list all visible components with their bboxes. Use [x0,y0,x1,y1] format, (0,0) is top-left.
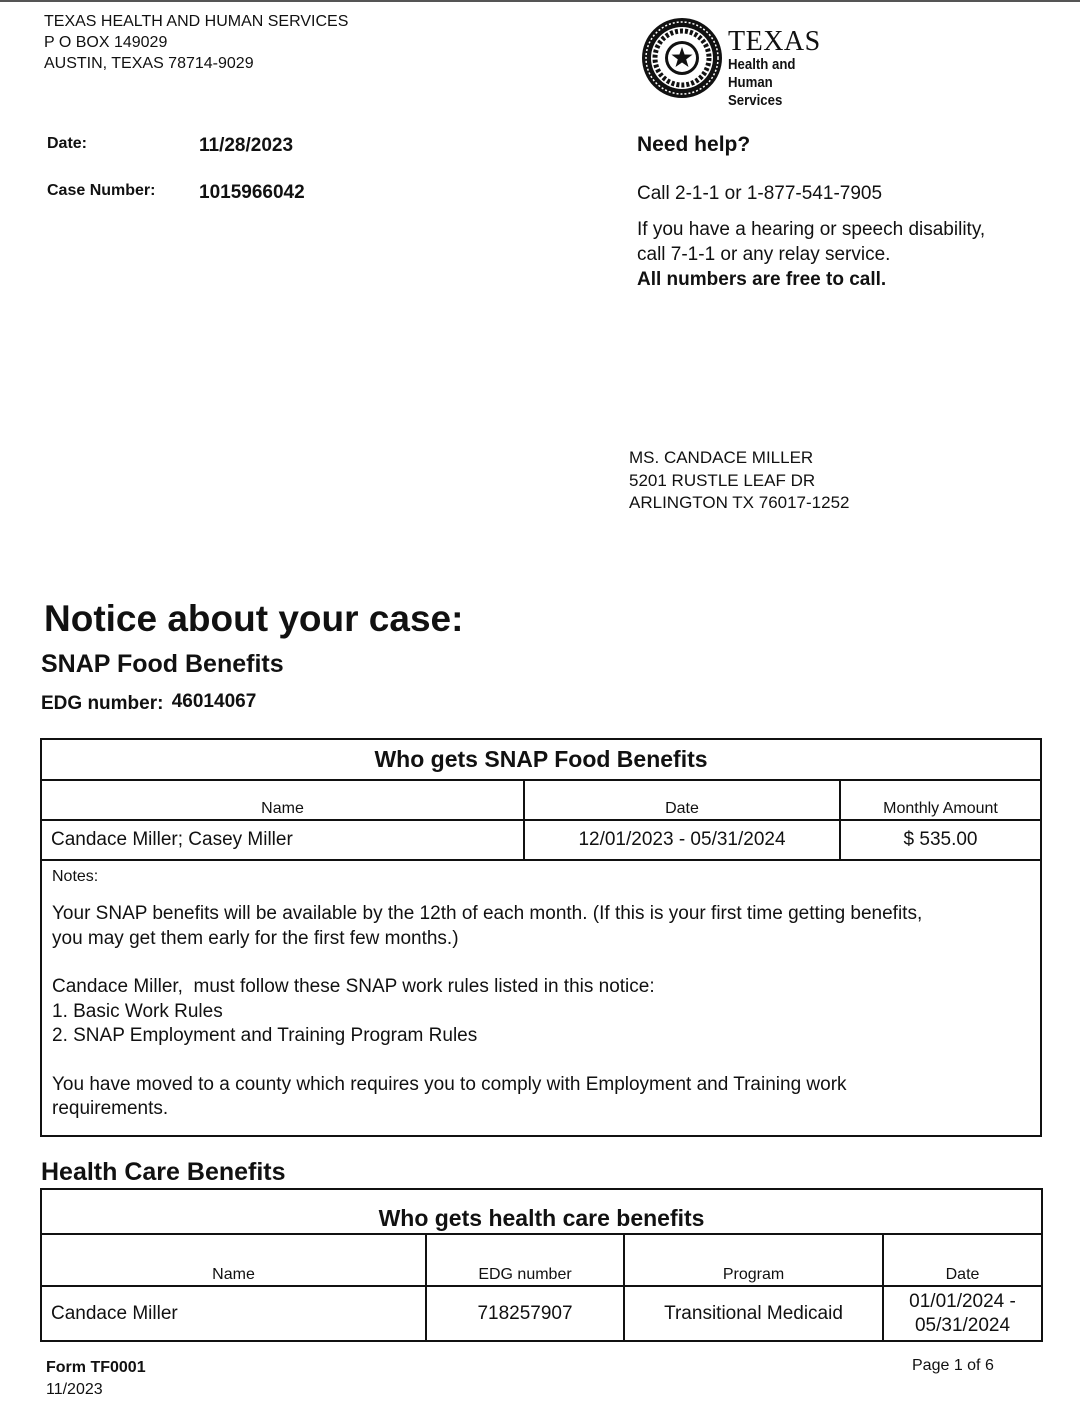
notice-title: Notice about your case: [44,598,464,639]
notes-p2-line-3: 2. SNAP Employment and Training Program Rules [52,1025,478,1046]
date-value: 11/28/2023 [199,135,294,156]
notes-p3-line-2: requirements. [52,1098,169,1119]
notes-label: Notes: [52,868,99,885]
notes-paragraph-2 [52,975,1030,1049]
case-number-label: Case Number: [47,182,156,199]
notes-p1-line-1: Your SNAP benefits will be available by the 12th of each month. (If this is your first time getting benefits, [52,903,923,924]
snap-heading: SNAP Food Benefits [41,650,284,678]
health-date-end: 05/31/2024 [914,1314,1011,1336]
sender-line-1: TEXAS HEALTH AND HUMAN SERVICES [44,13,349,30]
notes-paragraph-3 [52,1073,1030,1122]
notes-p3-line-1: You have moved to a county which requires you to comply with Employment and Training work [52,1073,847,1095]
notes-paragraph-1 [52,902,1030,951]
notes-p2-line-2: 1. Basic Work Rules [52,1000,223,1022]
recipient-line-2: 5201 RUSTLE LEAF DR [629,470,816,490]
health-col-name: Name [41,1234,426,1286]
help-disability-line-1: If you have a hearing or speech disability, [637,219,986,240]
logo-text [728,28,855,110]
texas-hhs-logo [640,16,855,109]
sender-address [44,11,348,74]
snap-table-caption: Who gets SNAP Food Benefits [41,739,1041,780]
logo-texas: TEXAS [728,26,821,57]
recipient-line-1: MS. CANDACE MILLER [629,448,814,467]
health-col-program: Program [624,1234,883,1286]
health-table-caption: Who gets health care benefits [41,1189,1042,1234]
sender-line-3: AUSTIN, TEXAS 78714-9029 [44,55,254,72]
health-row-edg: 718257907 [426,1286,624,1341]
snap-col-name: Name [41,780,524,820]
snap-edg-value: 46014067 [171,691,257,712]
help-free-call: All numbers are free to call. [637,269,887,290]
snap-row-name: Candace Miller; Casey Miller [41,820,524,860]
health-date-start: 01/01/2024 - [909,1290,1016,1312]
snap-row-amount: $ 535.00 [840,820,1041,860]
recipient-line-3: ARLINGTON TX 76017-1252 [629,493,850,512]
notes-p1-line-2: you may get them early for the first few months.) [52,927,459,949]
logo-services: Services [728,92,783,109]
health-col-edg: EDG number [426,1234,624,1286]
health-benefits-table [40,1188,1043,1342]
snap-benefits-table [40,738,1042,1137]
health-row-program: Transitional Medicaid [624,1286,883,1341]
snap-edg-label: EDG number: [41,693,164,714]
footer-form-number: Form TF0001 [46,1359,146,1376]
health-col-date: Date [883,1234,1042,1286]
health-row-date [883,1286,1042,1341]
snap-notes [41,860,1041,1136]
snap-col-monthly-amount: Monthly Amount [840,780,1041,820]
footer-form-date: 11/2023 [46,1381,103,1398]
snap-col-date: Date [524,780,840,820]
sender-line-2: P O BOX 149029 [44,34,168,51]
help-disability-line-2: call 7-1-1 or any relay service. [637,244,891,265]
case-number-value: 1015966042 [199,182,305,203]
notes-p2-line-1: Candace Miller, must follow these SNAP work rules listed in this notice: [52,976,655,997]
table-row [41,1286,1042,1341]
help-title: Need help? [637,133,751,156]
snap-row-date: 12/01/2023 - 05/31/2024 [524,820,840,860]
footer-page-number: Page 1 of 6 [912,1357,994,1374]
snap-edg-line [41,693,256,715]
health-row-name: Candace Miller [41,1286,426,1341]
recipient-address [629,447,850,515]
logo-health-human: Health and Human [728,56,796,91]
health-heading: Health Care Benefits [41,1158,286,1186]
help-phone: Call 2-1-1 or 1-877-541-7905 [637,183,883,204]
date-label: Date: [47,135,88,152]
texas-seal-icon [640,16,724,100]
table-row [41,820,1041,860]
